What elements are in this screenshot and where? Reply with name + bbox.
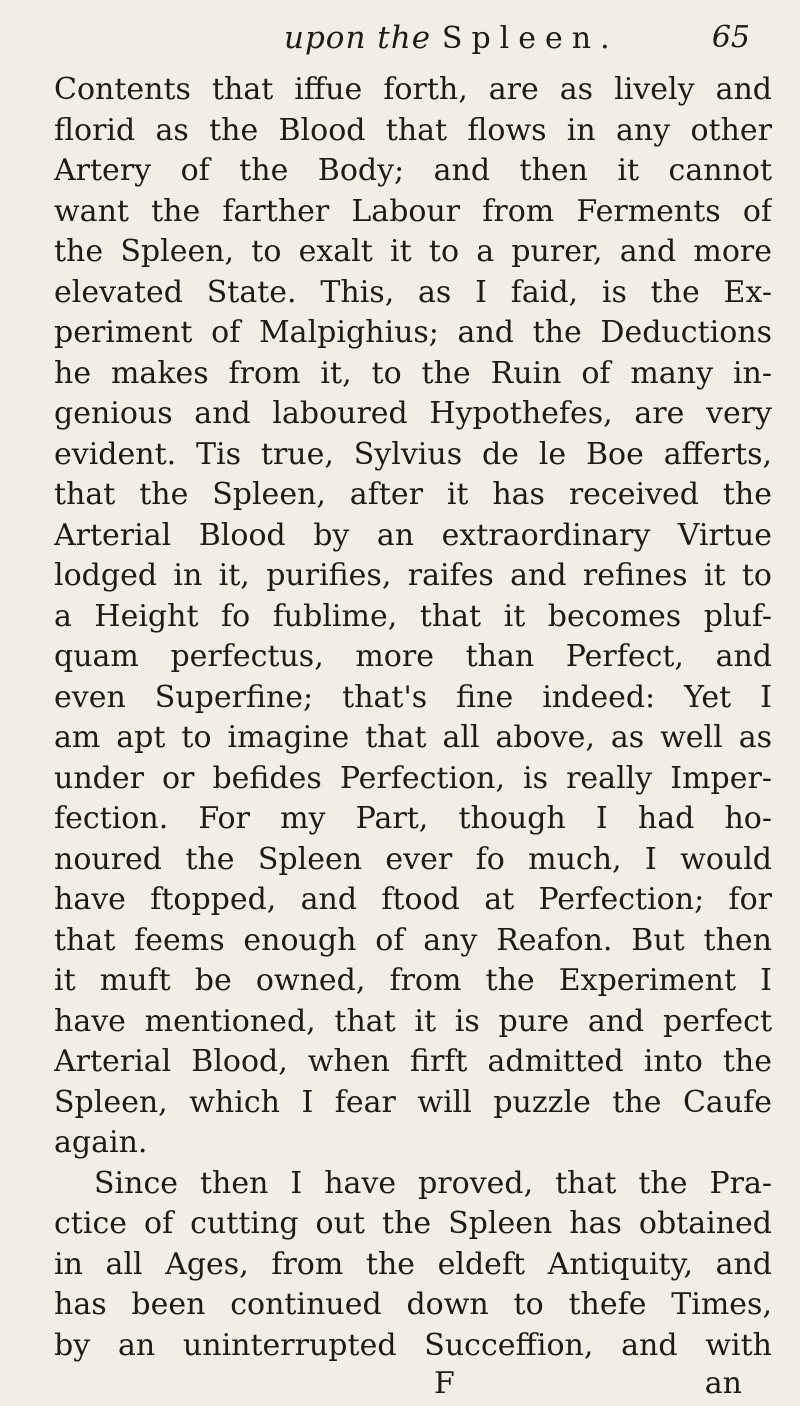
text-line: florid as the Blood that flows in any other: [54, 112, 772, 148]
text-line: noured the Spleen ever fo much, I would: [54, 841, 772, 877]
text-line: it muft be owned, from the Experiment I: [54, 963, 772, 998]
text-line: Contents that iffue forth, are as lively and: [54, 72, 772, 107]
running-title: [284, 20, 619, 56]
text-line: have mentioned, that it is pure and perfect: [54, 1003, 772, 1039]
text-line: periment of Malpighius; and the Deductions: [54, 315, 772, 350]
text-line: has been continued down to thefe Times,: [54, 1287, 772, 1322]
text-line: want the farther Labour from Ferments of: [54, 193, 772, 229]
text-line: am apt to imagine that all above, as well as: [54, 720, 772, 755]
text-line: that feems enough of any Reafon. But then: [54, 922, 772, 958]
text-line: a Height fo fublime, that it becomes pluf-: [54, 598, 772, 634]
catchword: an: [704, 1366, 742, 1401]
body-text: [54, 70, 772, 1366]
text-line: he makes from it, to the Ruin of many in-: [54, 355, 772, 391]
text-line: lodged in it, purifies, raifes and refines it to: [54, 558, 772, 593]
text-line: Arterial Blood, when firft admitted into the: [54, 1044, 772, 1079]
text-line: fection. For my Part, though I had ho-: [54, 801, 772, 836]
text-line: Artery of the Body; and then it cannot: [54, 153, 772, 188]
text-line: quam perfectus, more than Perfect, and: [54, 639, 772, 674]
text-line: even Superfine; that's fine indeed: Yet I: [54, 679, 772, 715]
text-line: by an uninterrupted Succeffion, and with: [54, 1327, 772, 1363]
text-line: ctice of cutting out the Spleen has obtained: [54, 1206, 772, 1241]
text-line: elevated State. This, as I faid, is the Ex-: [54, 274, 772, 310]
text-line: that the Spleen, after it has received the: [54, 477, 772, 512]
page-header: [54, 8, 772, 70]
text-line: again.: [54, 1125, 148, 1160]
running-title-smallcaps: Spleen.: [441, 21, 619, 56]
text-line: have ftopped, and ftood at Perfection; for: [54, 882, 772, 917]
page-number: 65: [711, 20, 750, 55]
text-line: Spleen, which I fear will puzzle the Caufe: [54, 1084, 772, 1120]
text-line: the Spleen, to exalt it to a purer, and more: [54, 234, 772, 269]
running-title-italic: upon the: [284, 20, 442, 56]
text-line: under or befides Perfection, is really Imper-: [54, 760, 772, 796]
signature-mark: F: [434, 1366, 455, 1401]
paragraph-start-line: Since then I have proved, that the Pra-: [94, 1165, 772, 1201]
page-footer: [54, 1366, 772, 1406]
text-line: genious and laboured Hypothefes, are very: [54, 396, 772, 431]
text-line: Arterial Blood by an extraordinary Virtue: [54, 517, 772, 553]
text-line: in all Ages, from the eldeft Antiquity, and: [54, 1246, 772, 1282]
text-line: evident. Tis true, Sylvius de le Boe afferts,: [54, 436, 772, 472]
